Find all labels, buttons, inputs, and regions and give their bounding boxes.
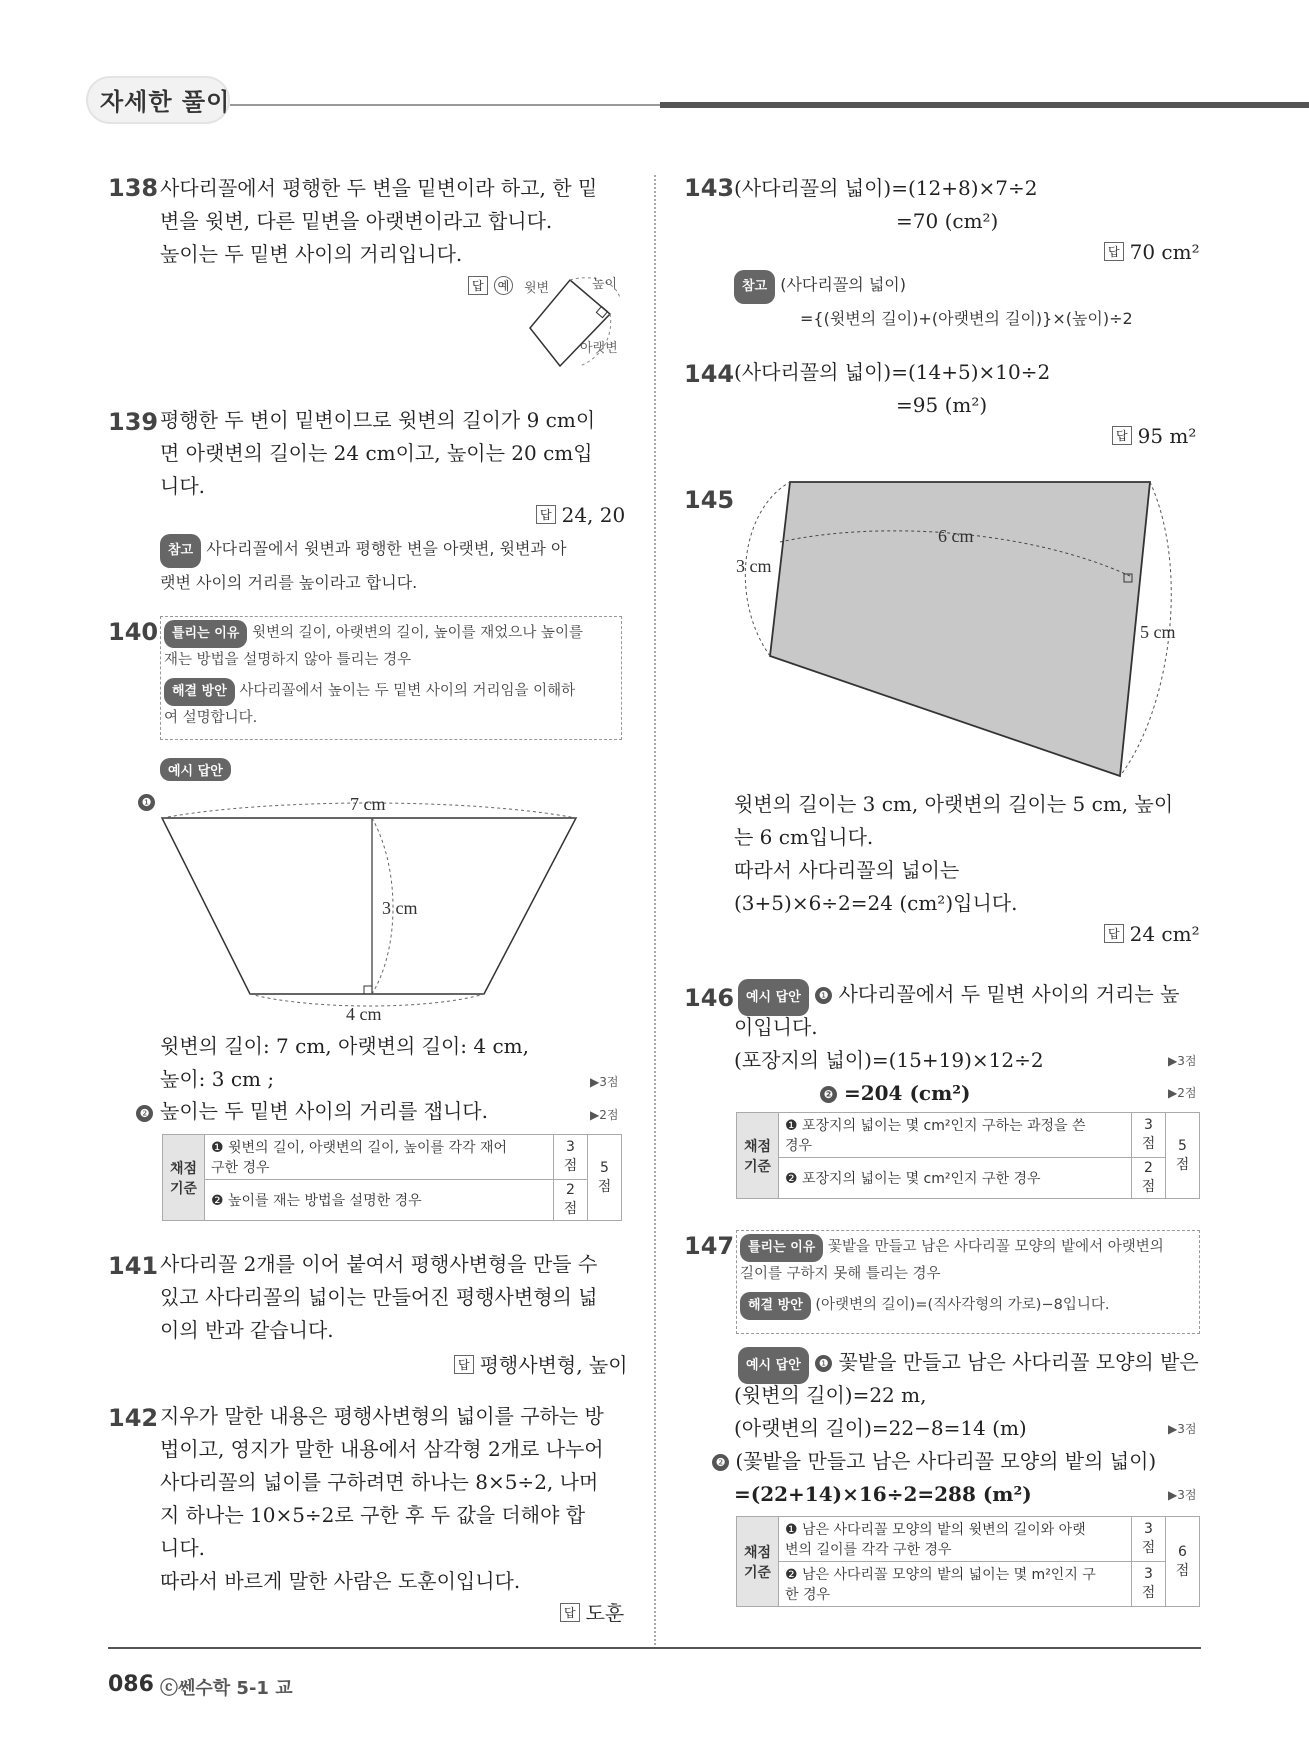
problem-number-145: 145 xyxy=(684,486,735,514)
text-line: 따라서 사다리꼴의 넓이는 xyxy=(734,858,960,882)
text-line: 있고 사다리꼴의 넓이는 만들어진 평행사변형의 넓 xyxy=(160,1285,598,1309)
rhombus-trapezoid-figure xyxy=(520,268,630,378)
text-line: 평행한 두 변이 밑변이므로 윗변의 길이가 9 cm이 xyxy=(160,408,596,432)
hint-line: 윗변의 길이, 아랫변의 길이, 높이를 재었으나 높이를 xyxy=(251,625,583,641)
note-line: 사다리꼴에서 윗변과 평행한 변을 아랫변, 윗변과 아 xyxy=(206,539,567,558)
total-points: 6점 xyxy=(1166,1517,1200,1607)
text-line: (꽃밭을 만들고 남은 사다리꼴 모양의 밭의 넓이) xyxy=(735,1449,1157,1473)
label-mid: 6 cm xyxy=(938,526,974,546)
text-line: 사다리꼴에서 평행한 두 변을 밑변이라 하고, 한 밑 xyxy=(160,176,598,200)
footer-rule xyxy=(108,1647,1201,1649)
text-line: 높이는 두 밑변 사이의 거리입니다. xyxy=(160,242,463,266)
text-line: 사다리꼴의 넓이를 구하려면 하나는 8×5÷2, 나머 xyxy=(160,1470,599,1494)
text-line: 높이: 3 cm ; xyxy=(160,1067,275,1091)
step-marker-1: ❶ xyxy=(815,1355,832,1372)
note-139 xyxy=(160,534,630,598)
note-line: (사다리꼴의 넓이) xyxy=(780,275,906,294)
problem-147-line3: (아랫변의 길이)=22−8=14 (m) xyxy=(734,1416,1027,1440)
book-title: ⓒ쎈수학 5-1 교 xyxy=(160,1678,293,1699)
text-line: =204 (cm²) xyxy=(843,1081,971,1105)
problem-number-147: 147 xyxy=(684,1232,735,1260)
shaded-trapezoid-figure-145 xyxy=(730,470,1176,790)
text-line: 지우가 말한 내용은 평행사변형의 넓이를 구하는 방 xyxy=(160,1404,604,1428)
problem-140-step2: 높이는 두 밑변 사이의 거리를 잽니다. xyxy=(160,1099,488,1123)
points-3: ▶3점 xyxy=(1168,1422,1197,1436)
criterion-2: ❷ 포장지의 넓이는 몇 cm²인지 구한 경우 xyxy=(779,1158,1132,1199)
text-line: 사다리꼴 2개를 이어 붙여서 평행사변형을 만들 수 xyxy=(160,1252,598,1276)
label-top: 7 cm xyxy=(350,794,386,814)
answer-143 xyxy=(1104,240,1200,264)
problem-143-line2: =70 (cm²) xyxy=(896,209,999,233)
criterion-1: ❶ 남은 사다리꼴 모양의 밭의 윗변의 길이와 아랫 변의 길이를 각각 구한 경우 xyxy=(779,1517,1132,1562)
criterion-2-points: 3점 xyxy=(1132,1562,1166,1607)
problem-144-line2: =95 (m²) xyxy=(896,393,988,417)
criterion-1: ❶ 포장지의 넓이는 몇 cm²인지 구하는 과정을 쓴 경우 xyxy=(779,1113,1132,1158)
answer-value: 평행사변형, 높이 xyxy=(479,1353,628,1377)
example-label: 예 xyxy=(494,276,514,295)
answer-label: 답 xyxy=(1112,426,1132,445)
answer-label: 답 xyxy=(1104,924,1124,943)
text-line: (3+5)×6÷2=24 (cm²)입니다. xyxy=(734,891,1018,915)
hint-140 xyxy=(164,620,618,730)
score-table-146 xyxy=(736,1112,1200,1199)
hint-line: 꽃밭을 만들고 남은 사다리꼴 모양의 밭에서 아랫변의 xyxy=(827,1239,1164,1255)
criterion-1-points: 3점 xyxy=(1132,1517,1166,1562)
note-line: ={(윗변의 길이)+(아랫변의 길이)}×(높이)÷2 xyxy=(800,309,1133,328)
why-badge: 틀리는 이유 xyxy=(740,1234,823,1262)
header-rule-thick xyxy=(660,102,1309,108)
text-line: 이의 반과 같습니다. xyxy=(160,1318,334,1342)
points-2: ▶2점 xyxy=(1168,1086,1197,1100)
problem-number-142: 142 xyxy=(108,1404,159,1432)
criterion-2-points: 2점 xyxy=(1132,1158,1166,1199)
hint-147 xyxy=(740,1234,1196,1320)
text-line: 윗변의 길이는 3 cm, 아랫변의 길이는 5 cm, 높이 xyxy=(734,792,1174,816)
problem-147-line5: =(22+14)×16÷2=288 (m²) xyxy=(734,1482,1032,1506)
problem-147-line4 xyxy=(712,1445,1202,1478)
text-line: 니다. xyxy=(160,474,205,498)
points-3: ▶3점 xyxy=(1168,1054,1197,1068)
answer-144 xyxy=(1112,424,1196,448)
problem-number-143: 143 xyxy=(684,174,735,202)
why-badge: 틀리는 이유 xyxy=(164,620,247,648)
problem-146-line2: 이입니다. xyxy=(734,1015,818,1039)
answer-value: 70 cm² xyxy=(1129,240,1200,264)
answer-value: 24, 20 xyxy=(561,503,626,527)
step-marker-1: ❶ xyxy=(815,987,832,1004)
label-bottom: 아랫변 xyxy=(580,341,618,356)
criterion-1: ❶ 윗변의 길이, 아랫변의 길이, 높이를 각각 재어 구한 경우 xyxy=(205,1135,554,1180)
fix-badge: 해결 방안 xyxy=(740,1292,811,1320)
problem-144-line1: (사다리꼴의 넓이)=(14+5)×10÷2 xyxy=(734,360,1051,384)
score-table-140 xyxy=(162,1134,622,1221)
note-line: 랫변 사이의 거리를 높이라고 합니다. xyxy=(160,573,418,592)
points-2: ▶2점 xyxy=(590,1108,619,1122)
points-3: ▶3점 xyxy=(590,1075,619,1089)
answer-139 xyxy=(536,503,625,527)
answer-label: 답 xyxy=(1104,242,1124,261)
label-bottom: 4 cm xyxy=(346,1004,382,1024)
score-label: 채점 기준 xyxy=(163,1135,205,1221)
criterion-2: ❷ 남은 사다리꼴 모양의 밭의 넓이는 몇 m²인지 구 한 경우 xyxy=(779,1562,1132,1607)
answer-label: 답 xyxy=(468,276,488,295)
step-marker-2: ❷ xyxy=(820,1086,837,1103)
problem-number-139: 139 xyxy=(108,408,159,436)
score-label: 채점 기준 xyxy=(737,1113,779,1199)
total-points: 5점 xyxy=(588,1135,622,1221)
example-badge: 예시 답안 xyxy=(738,979,809,1016)
header-rule-thin xyxy=(230,104,660,106)
trapezoid-figure-140 xyxy=(150,788,590,1024)
column-divider xyxy=(654,175,656,1645)
points-3: ▶3점 xyxy=(1168,1488,1197,1502)
text-line: 법이고, 영지가 말한 내용에서 삼각형 2개로 나누어 xyxy=(160,1437,604,1461)
answer-value: 24 cm² xyxy=(1129,922,1200,946)
hint-line: 여 설명합니다. xyxy=(164,710,258,726)
label-height: 높이 xyxy=(592,277,618,292)
problem-142-text xyxy=(160,1400,630,1598)
answer-label: 답 xyxy=(560,1603,580,1622)
example-badge: 예시 답안 xyxy=(738,1347,809,1384)
score-table-147 xyxy=(736,1516,1200,1607)
problem-141-text xyxy=(160,1248,630,1347)
text-line: 사다리꼴에서 두 밑변 사이의 거리는 높 xyxy=(838,982,1180,1006)
hint-line: (아랫변의 길이)=(직사각형의 가로)−8입니다. xyxy=(815,1297,1110,1313)
answer-141 xyxy=(454,1349,628,1378)
problem-140-answer xyxy=(160,1030,630,1096)
note-badge: 참고 xyxy=(160,534,201,568)
label-right: 5 cm xyxy=(1140,622,1176,642)
problem-139-text xyxy=(160,404,630,503)
step-marker-2: ❷ xyxy=(712,1454,729,1471)
criterion-2: ❷ 높이를 재는 방법을 설명한 경우 xyxy=(205,1180,554,1221)
problem-number-138: 138 xyxy=(108,174,159,202)
problem-146-line3: (포장지의 넓이)=(15+19)×12÷2 xyxy=(734,1048,1044,1072)
fix-badge: 해결 방안 xyxy=(164,678,235,706)
problem-number-146: 146 xyxy=(684,984,735,1012)
example-badge-140: 예시 답안 xyxy=(160,758,231,781)
problem-number-140: 140 xyxy=(108,618,159,646)
label-height: 3 cm xyxy=(382,898,418,918)
answer-label: 답 xyxy=(454,1355,474,1374)
text-line: 변을 윗변, 다른 밑변을 아랫변이라고 합니다. xyxy=(160,209,553,233)
answer-value: 도훈 xyxy=(585,1601,625,1625)
answer-142 xyxy=(560,1597,624,1626)
total-points: 5점 xyxy=(1166,1113,1200,1199)
hint-line: 사다리꼴에서 높이는 두 밑변 사이의 거리임을 이해하 xyxy=(239,683,576,699)
hint-line: 재는 방법을 설명하지 않아 틀리는 경우 xyxy=(164,652,412,668)
text-line: 면 아랫변의 길이는 24 cm이고, 높이는 20 cm입 xyxy=(160,441,593,465)
answer-145 xyxy=(1104,922,1200,946)
text-line: 따라서 바르게 말한 사람은 도훈이입니다. xyxy=(160,1569,521,1593)
problem-145-text xyxy=(734,788,1204,920)
answer-label: 답 xyxy=(536,505,556,524)
text-line: 니다. xyxy=(160,1536,205,1560)
note-badge: 참고 xyxy=(734,270,775,304)
problem-147-line2: (윗변의 길이)=22 m, xyxy=(734,1383,927,1407)
criterion-1-points: 3점 xyxy=(1132,1113,1166,1158)
problem-number-144: 144 xyxy=(684,360,735,388)
score-label: 채점 기준 xyxy=(737,1517,779,1607)
problem-138-text xyxy=(160,172,630,271)
text-line: 지 하나는 10×5÷2로 구한 후 두 값을 더해야 합 xyxy=(160,1503,586,1527)
criterion-2-points: 2점 xyxy=(554,1180,588,1221)
problem-143-line1: (사다리꼴의 넓이)=(12+8)×7÷2 xyxy=(734,176,1038,200)
label-left: 3 cm xyxy=(736,556,772,576)
step-marker-2: ❷ xyxy=(136,1104,153,1123)
text-line: 는 6 cm입니다. xyxy=(734,825,874,849)
answer-mark-138 xyxy=(468,276,519,297)
answer-value: 95 m² xyxy=(1137,424,1197,448)
step-marker-1: ❶ xyxy=(138,793,155,812)
problem-number-141: 141 xyxy=(108,1252,159,1280)
note-143 xyxy=(734,270,1204,334)
text-line: 꽃밭을 만들고 남은 사다리꼴 모양의 밭은 xyxy=(838,1350,1199,1374)
problem-146-line4 xyxy=(820,1077,970,1110)
criterion-1-points: 3점 xyxy=(554,1135,588,1180)
hint-line: 길이를 구하지 못해 틀리는 경우 xyxy=(740,1266,941,1282)
text-line: 윗변의 길이: 7 cm, 아랫변의 길이: 4 cm, xyxy=(160,1034,529,1058)
page-number: 086 xyxy=(108,1672,154,1697)
header-title: 자세한 풀이 xyxy=(100,88,231,116)
label-top: 윗변 xyxy=(524,281,550,296)
